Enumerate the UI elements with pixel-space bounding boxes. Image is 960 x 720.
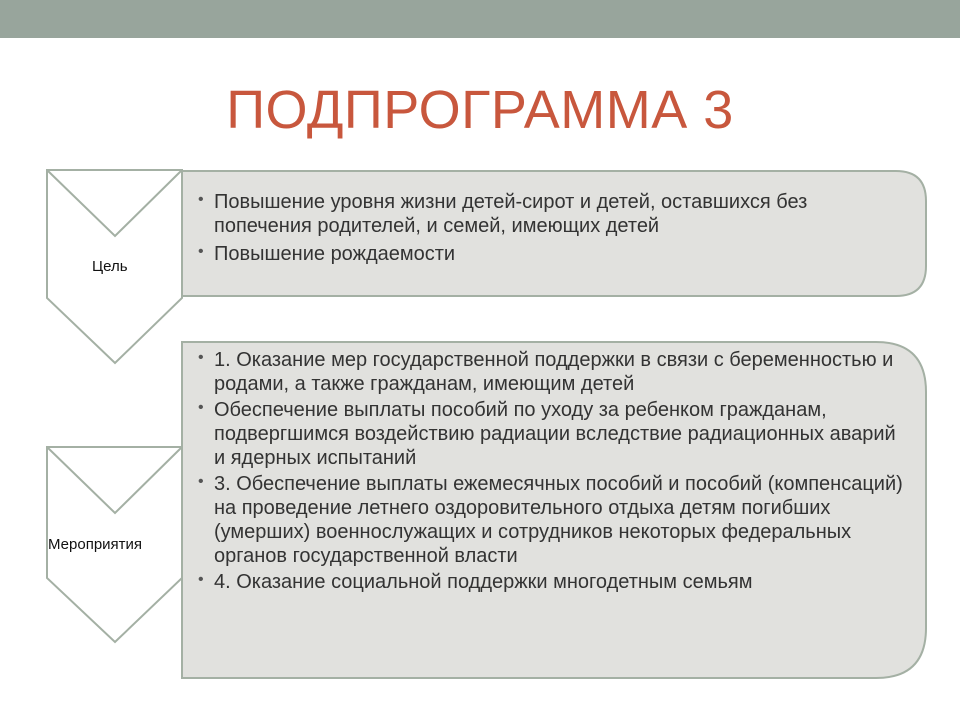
measure-item: • 4. Оказание социальной поддержки многодетным семьям	[196, 570, 912, 594]
goal-list	[196, 190, 896, 266]
measures-panel	[196, 348, 912, 596]
goal-item: • Повышение уровня жизни детей-сирот и детей, оставшихся без попечения родителей, и семей, имеющих детей	[196, 190, 896, 238]
measure-item: • Обеспечение выплаты пособий по уходу за ребенком гражданам, подвергшимся воздействию радиации вследствие радиационных аварий и ядерных испытаний	[196, 398, 912, 470]
goal-label: Цель	[92, 258, 128, 275]
measure-item: • 3. Обеспечение выплаты ежемесячных пособий и пособий (компенсаций) на проведение летнего оздоровительного отдыха детям погибших (умерших) военнослужащих и сотрудников некоторых федеральных органов государственной власти	[196, 472, 912, 568]
goal-item: • Повышение рождаемости	[196, 242, 896, 266]
measure-item: • 1. Оказание мер государственной поддержки в связи с беременностью и родами, а также гражданам, имеющим детей	[196, 348, 912, 396]
measures-list	[196, 348, 912, 594]
measures-label: Мероприятия	[48, 536, 143, 553]
goal-panel	[196, 190, 896, 270]
slide-title: ПОДПРОГРАММА 3	[226, 80, 734, 140]
